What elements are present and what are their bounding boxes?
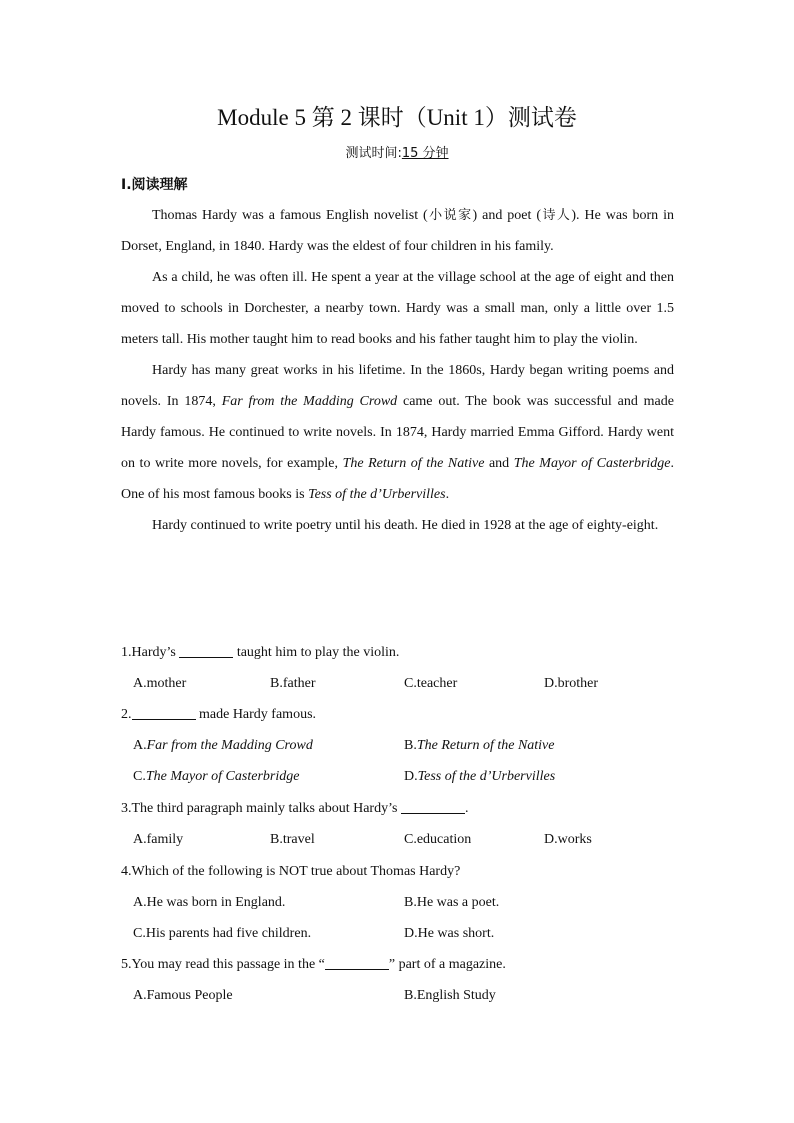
option-4b[interactable]: B.He was a poet.: [404, 895, 500, 910]
question-2: [121, 705, 316, 725]
option-letter: A.: [133, 738, 147, 753]
option-text: Tess of the d’Urbervilles: [417, 769, 556, 784]
passage-text: and: [484, 456, 514, 471]
option-1c[interactable]: C.teacher: [404, 676, 458, 691]
test-time: [0, 145, 794, 163]
answer-blank: [132, 705, 196, 720]
passage-text: ). He was born in Dorset, England, in 1840. Hardy was the eldest of four children in his family.: [121, 208, 674, 254]
book-title: Tess of the d’Urbervilles: [308, 487, 446, 502]
question-text: 1.Hardy’s: [121, 645, 180, 660]
option-text: The Return of the Native: [416, 738, 555, 753]
section-title-reading: Ⅰ.阅读理解: [121, 177, 188, 193]
option-2b[interactable]: [404, 736, 555, 756]
option-5a[interactable]: A.Famous People: [133, 988, 233, 1003]
question-text: ” part of a magazine.: [388, 957, 506, 972]
option-letter: D.: [404, 769, 418, 784]
option-text: The Mayor of Casterbridge: [145, 769, 300, 784]
question-3: [121, 799, 468, 819]
option-3a[interactable]: A.family: [133, 832, 184, 847]
option-3c[interactable]: C.education: [404, 832, 472, 847]
option-1a[interactable]: A.mother: [133, 676, 187, 691]
passage-text: Hardy has many great works in his lifetime. In the 1860s, Hardy began writing poems and novels. In 1874,: [121, 363, 674, 409]
option-4a[interactable]: A.He was born in England.: [133, 895, 286, 910]
passage-text: came out. The book was successful and made Hardy famous. He continued to write novels. In 1874, Hardy married Emma Gifford. Hardy went on to write more novels, for example,: [121, 394, 674, 471]
question-text: made Hardy famous.: [195, 707, 317, 722]
option-letter: C.: [133, 769, 146, 784]
answer-blank: [325, 955, 389, 970]
question-text: 5.You may read this passage in the “: [121, 957, 325, 972]
passage-paragraph-3: [121, 355, 674, 510]
option-1d[interactable]: D.brother: [544, 676, 599, 691]
answer-blank: [401, 799, 465, 814]
passage-text: . One of his most famous books is: [121, 456, 675, 502]
book-title: Far from the Madding Crowd: [221, 394, 398, 409]
reading-passage: [121, 200, 674, 541]
book-title: The Return of the Native: [342, 456, 485, 471]
option-2d[interactable]: [404, 767, 555, 787]
test-time-value: 15 分钟: [401, 146, 449, 161]
question-1: [121, 643, 399, 663]
passage-text: Thomas Hardy was a famous English novelist (: [152, 208, 428, 223]
passage-text: .: [445, 487, 450, 502]
option-3d[interactable]: D.works: [544, 832, 592, 847]
option-letter: B.: [404, 738, 417, 753]
option-2a[interactable]: [133, 736, 313, 756]
passage-text: ) and poet (: [472, 208, 542, 223]
question-text: taught him to play the violin.: [233, 645, 400, 660]
option-3b[interactable]: B.travel: [270, 832, 315, 847]
option-text: Far from the Madding Crowd: [146, 738, 313, 753]
option-4d[interactable]: D.He was short.: [404, 926, 495, 941]
option-4c[interactable]: C.His parents had five children.: [133, 926, 312, 941]
passage-cn-gloss: 诗人: [541, 208, 572, 223]
question-5: [121, 955, 506, 975]
passage-paragraph-2: As a child, he was often ill. He spent a year at the village school at the age of eight and then moved to schools in Dorchester, a nearby town. Hardy was a small man, only a little over 1.5 meters tall. His mother taught him to read books and his father taught him to play the violin.: [121, 270, 674, 347]
question-text: 3.The third paragraph mainly talks about Hardy’s: [121, 801, 401, 816]
option-2c[interactable]: [133, 767, 299, 787]
question-text: 2.: [121, 707, 132, 722]
question-text: .: [464, 801, 469, 816]
answer-blank: [179, 643, 233, 658]
option-5b[interactable]: B.English Study: [404, 988, 496, 1003]
page-title: Module 5 第 2 课时（Unit 1）测试卷: [217, 105, 577, 130]
question-4: 4.Which of the following is NOT true about Thomas Hardy?: [121, 864, 461, 879]
passage-paragraph-4: Hardy continued to write poetry until his death. He died in 1928 at the age of eighty-eight.: [152, 518, 659, 533]
test-time-label: 测试时间:: [345, 146, 402, 161]
option-1b[interactable]: B.father: [270, 676, 316, 691]
book-title: The Mayor of Casterbridge: [513, 456, 671, 471]
passage-paragraph-1: [121, 200, 674, 262]
passage-cn-gloss: 小说家: [427, 208, 473, 223]
